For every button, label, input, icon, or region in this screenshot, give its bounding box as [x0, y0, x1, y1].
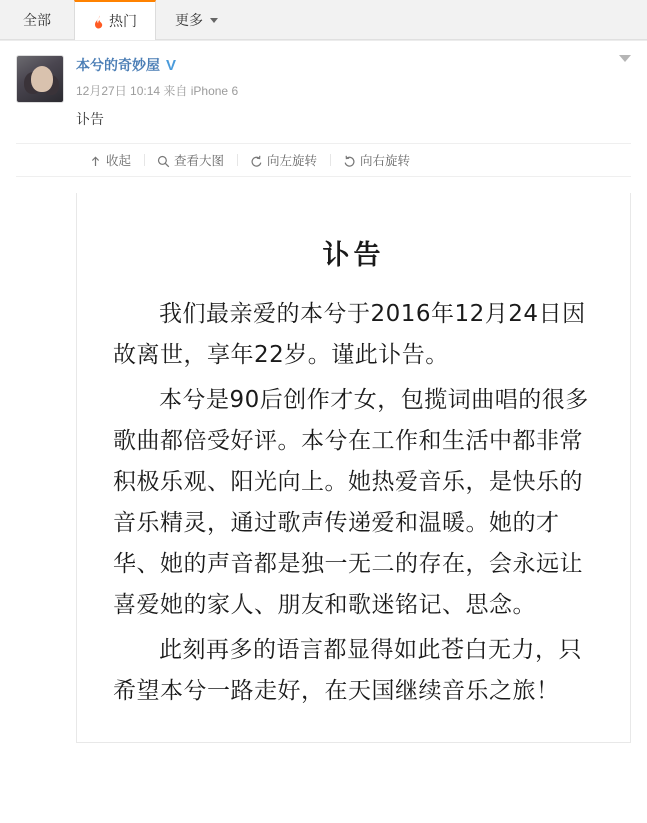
rotate-left-icon	[250, 155, 263, 168]
post-timestamp-line	[76, 82, 631, 99]
rotate-right-button-label: 向右旋转	[360, 154, 411, 168]
tab-all[interactable]	[0, 0, 74, 39]
obituary-paragraph: 我们最亲爱的本兮于2016年12月24日因故离世，享年22岁。谨此讣告。	[113, 301, 586, 368]
image-toolbar	[16, 143, 631, 177]
tab-more[interactable]	[156, 0, 237, 39]
search-icon	[157, 155, 170, 168]
obituary-title: 讣告	[322, 240, 385, 271]
obituary-document	[76, 193, 631, 743]
tab-more-label: 更多	[175, 11, 203, 28]
author-line	[76, 55, 631, 75]
verified-badge-icon: V	[166, 56, 177, 74]
post-meta	[64, 55, 631, 129]
collapse-up-icon	[89, 155, 102, 168]
attachment-image-area[interactable]	[16, 193, 631, 743]
rotate-right-button[interactable]	[330, 151, 423, 169]
author-name[interactable]: 本兮的奇妙屋	[76, 57, 160, 73]
flame-icon	[93, 15, 106, 29]
obituary-paragraph: 本兮是90后创作才女，包揽词曲唱的很多歌曲都倍受好评。本兮在工作和生活中都非常积极乐观、阳光向上。她热爱音乐，是快乐的音乐精灵，通过歌声传递爱和温暖。她的才华、她的声音都是独一无二的存在，会永远让喜爱她的家人、朋友和歌迷铭记、思念。	[113, 387, 589, 618]
post-card	[0, 40, 647, 823]
chevron-down-icon	[210, 18, 218, 23]
post-source: 来自 iPhone 6	[163, 84, 239, 98]
rotate-right-icon	[343, 155, 356, 168]
collapse-button-label: 收起	[106, 154, 132, 168]
post-header	[0, 41, 647, 129]
chevron-up-icon[interactable]	[619, 55, 631, 62]
rotate-left-button[interactable]	[237, 151, 330, 169]
rotate-left-button-label: 向左旋转	[267, 154, 318, 168]
post-text: 讣告	[76, 111, 104, 127]
view-large-button[interactable]	[144, 151, 237, 169]
tab-hot-label: 热门	[109, 12, 137, 29]
post-timestamp: 12月27日 10:14	[76, 84, 161, 98]
avatar[interactable]	[16, 55, 64, 103]
tab-all-label: 全部	[23, 11, 51, 28]
view-large-button-label: 查看大图	[174, 154, 225, 168]
top-tab-bar	[0, 0, 647, 40]
collapse-button[interactable]	[76, 151, 144, 169]
tab-hot[interactable]	[74, 0, 156, 40]
obituary-paragraph: 此刻再多的语言都显得如此苍白无力，只希望本兮一路走好，在天国继续音乐之旅！	[113, 637, 582, 704]
